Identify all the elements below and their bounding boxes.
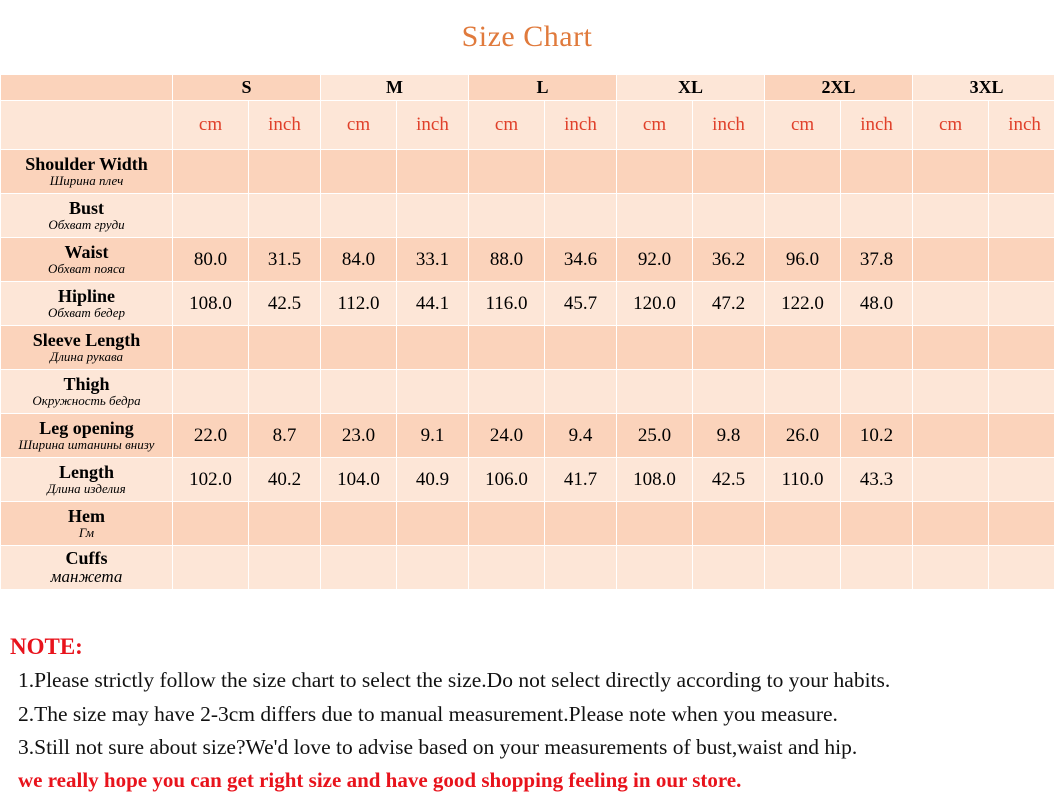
value-cell [693, 502, 765, 546]
row-label [1, 546, 173, 590]
size-header: 3XL [913, 75, 1054, 101]
unit-header: cm [617, 101, 693, 150]
chart-title: Size Chart [461, 20, 593, 53]
row-label-ru: Гм [78, 525, 95, 541]
value-cell: 112.0 [321, 282, 397, 326]
measurement-row [1, 194, 1054, 238]
value-cell [617, 502, 693, 546]
measurement-row [1, 282, 1054, 326]
row-label-en: Sleeve Length [32, 330, 141, 351]
value-cell: 41.7 [545, 458, 617, 502]
value-cell: 31.5 [249, 238, 321, 282]
unit-header-row [1, 101, 1054, 150]
value-cell [397, 546, 469, 590]
value-cell [321, 326, 397, 370]
value-cell [913, 326, 989, 370]
size-header: 2XL [765, 75, 913, 101]
value-cell [397, 194, 469, 238]
row-label-en: Length [58, 462, 114, 483]
row-label-ru: манжета [50, 567, 123, 587]
value-cell [469, 326, 545, 370]
value-cell [397, 502, 469, 546]
measurement-row [1, 414, 1054, 458]
value-cell [469, 502, 545, 546]
value-cell: 45.7 [545, 282, 617, 326]
value-cell [989, 238, 1054, 282]
value-cell [693, 326, 765, 370]
value-cell: 102.0 [173, 458, 249, 502]
value-cell: 44.1 [397, 282, 469, 326]
value-cell [989, 414, 1054, 458]
value-cell [765, 370, 841, 414]
measurement-rows [1, 150, 1054, 590]
value-cell: 104.0 [321, 458, 397, 502]
unit-header: cm [321, 101, 397, 150]
value-cell [469, 194, 545, 238]
value-cell [841, 546, 913, 590]
measurement-row [1, 546, 1054, 590]
value-cell: 26.0 [765, 414, 841, 458]
row-label-en: Hem [68, 506, 105, 527]
value-cell: 42.5 [249, 282, 321, 326]
unit-header: inch [249, 101, 321, 150]
value-cell [913, 546, 989, 590]
value-cell [913, 150, 989, 194]
value-cell [545, 546, 617, 590]
unit-header: inch [545, 101, 617, 150]
row-label-en: Cuffs [65, 548, 108, 569]
value-cell [765, 546, 841, 590]
value-cell [693, 546, 765, 590]
value-cell: 33.1 [397, 238, 469, 282]
row-label-ru: Обхват груди [48, 217, 125, 233]
value-cell: 37.8 [841, 238, 913, 282]
value-cell: 48.0 [841, 282, 913, 326]
measurement-row [1, 370, 1054, 414]
row-label-ru: Обхват бедер [47, 305, 126, 321]
value-cell [545, 502, 617, 546]
row-label-ru: Ширина штанины внизу [18, 437, 155, 453]
value-cell [989, 282, 1054, 326]
unit-header: cm [173, 101, 249, 150]
row-label-en: Thigh [63, 374, 110, 395]
value-cell [545, 194, 617, 238]
value-cell [913, 458, 989, 502]
value-cell [989, 150, 1054, 194]
value-cell [249, 502, 321, 546]
value-cell [841, 326, 913, 370]
value-cell: 34.6 [545, 238, 617, 282]
measurement-row [1, 238, 1054, 282]
value-cell: 40.9 [397, 458, 469, 502]
row-label-en: Shoulder Width [25, 154, 148, 175]
corner-cell [1, 101, 173, 150]
value-cell [617, 194, 693, 238]
value-cell: 24.0 [469, 414, 545, 458]
value-cell [913, 194, 989, 238]
value-cell [765, 194, 841, 238]
value-cell: 40.2 [249, 458, 321, 502]
value-cell [841, 502, 913, 546]
value-cell: 10.2 [841, 414, 913, 458]
value-cell: 106.0 [469, 458, 545, 502]
value-cell: 23.0 [321, 414, 397, 458]
note-line: 2.The size may have 2-3cm differs due to manual measurement.Please note when you measure. [18, 702, 838, 726]
size-header-row [1, 75, 1054, 101]
value-cell [173, 326, 249, 370]
measurement-row [1, 150, 1054, 194]
value-cell: 92.0 [617, 238, 693, 282]
value-cell: 25.0 [617, 414, 693, 458]
size-header: XL [617, 75, 765, 101]
value-cell [989, 370, 1054, 414]
value-cell [173, 194, 249, 238]
row-label-ru: Обхват пояса [48, 261, 125, 277]
value-cell [841, 370, 913, 414]
value-cell [469, 370, 545, 414]
value-cell [913, 414, 989, 458]
value-cell: 108.0 [617, 458, 693, 502]
value-cell [617, 546, 693, 590]
value-cell [545, 326, 617, 370]
value-cell [249, 546, 321, 590]
corner-cell [1, 75, 173, 101]
row-label [1, 194, 173, 238]
value-cell: 9.4 [545, 414, 617, 458]
value-cell: 108.0 [173, 282, 249, 326]
value-cell: 47.2 [693, 282, 765, 326]
value-cell [693, 150, 765, 194]
value-cell [617, 326, 693, 370]
note-line: 1.Please strictly follow the size chart to select the size.Do not select directly according to your habits. [18, 668, 891, 692]
value-cell [989, 194, 1054, 238]
row-label-en: Bust [68, 198, 104, 219]
value-cell [173, 502, 249, 546]
row-label-ru: Ширина плеч [49, 173, 124, 189]
value-cell [693, 370, 765, 414]
value-cell [469, 150, 545, 194]
unit-header: cm [765, 101, 841, 150]
row-label-en: Hipline [57, 286, 115, 307]
row-label [1, 458, 173, 502]
size-header: L [469, 75, 617, 101]
value-cell: 43.3 [841, 458, 913, 502]
value-cell [397, 150, 469, 194]
size-chart-table [0, 74, 1054, 590]
value-cell [617, 150, 693, 194]
row-label-ru: Длина изделия [47, 481, 126, 497]
value-cell [989, 326, 1054, 370]
value-cell [989, 502, 1054, 546]
value-cell: 120.0 [617, 282, 693, 326]
value-cell: 110.0 [765, 458, 841, 502]
value-cell [249, 370, 321, 414]
value-cell [913, 238, 989, 282]
value-cell: 80.0 [173, 238, 249, 282]
unit-header: inch [989, 101, 1054, 150]
row-label [1, 370, 173, 414]
closing-message: we really hope you can get right size and have good shopping feeling in our store. [18, 768, 742, 792]
unit-header: cm [913, 101, 989, 150]
value-cell [841, 150, 913, 194]
value-cell [913, 282, 989, 326]
unit-header: cm [469, 101, 545, 150]
value-cell: 116.0 [469, 282, 545, 326]
value-cell [841, 194, 913, 238]
value-cell [545, 370, 617, 414]
value-cell [321, 546, 397, 590]
value-cell [765, 326, 841, 370]
value-cell: 8.7 [249, 414, 321, 458]
row-label-en: Waist [64, 242, 109, 263]
row-label [1, 238, 173, 282]
value-cell: 36.2 [693, 238, 765, 282]
value-cell: 42.5 [693, 458, 765, 502]
value-cell [397, 326, 469, 370]
value-cell [989, 458, 1054, 502]
note-heading: NOTE: [10, 634, 83, 659]
value-cell [913, 370, 989, 414]
value-cell [469, 546, 545, 590]
value-cell: 122.0 [765, 282, 841, 326]
value-cell [249, 194, 321, 238]
value-cell [249, 326, 321, 370]
value-cell: 84.0 [321, 238, 397, 282]
unit-header: inch [397, 101, 469, 150]
value-cell [397, 370, 469, 414]
value-cell [693, 194, 765, 238]
note-line: 3.Still not sure about size?We'd love to advise based on your measurements of bust,waist and hip. [18, 735, 858, 759]
measurement-row [1, 326, 1054, 370]
unit-header: inch [693, 101, 765, 150]
row-label-ru: Длина рукава [49, 349, 124, 365]
measurement-row [1, 502, 1054, 546]
value-cell: 96.0 [765, 238, 841, 282]
row-label-ru: Окружность бедра [32, 393, 141, 409]
value-cell [321, 150, 397, 194]
value-cell: 9.8 [693, 414, 765, 458]
value-cell [321, 194, 397, 238]
row-label [1, 502, 173, 546]
value-cell [249, 150, 321, 194]
size-header: M [321, 75, 469, 101]
value-cell [913, 502, 989, 546]
value-cell [173, 370, 249, 414]
value-cell [321, 502, 397, 546]
row-label [1, 150, 173, 194]
size-header: S [173, 75, 321, 101]
row-label-en: Leg opening [39, 418, 134, 439]
value-cell: 9.1 [397, 414, 469, 458]
unit-header: inch [841, 101, 913, 150]
value-cell [989, 546, 1054, 590]
value-cell: 22.0 [173, 414, 249, 458]
measurement-row [1, 458, 1054, 502]
value-cell [617, 370, 693, 414]
value-cell [545, 150, 617, 194]
value-cell [173, 150, 249, 194]
row-label [1, 414, 173, 458]
row-label [1, 326, 173, 370]
value-cell [321, 370, 397, 414]
value-cell [173, 546, 249, 590]
value-cell [765, 150, 841, 194]
value-cell [765, 502, 841, 546]
row-label [1, 282, 173, 326]
value-cell: 88.0 [469, 238, 545, 282]
